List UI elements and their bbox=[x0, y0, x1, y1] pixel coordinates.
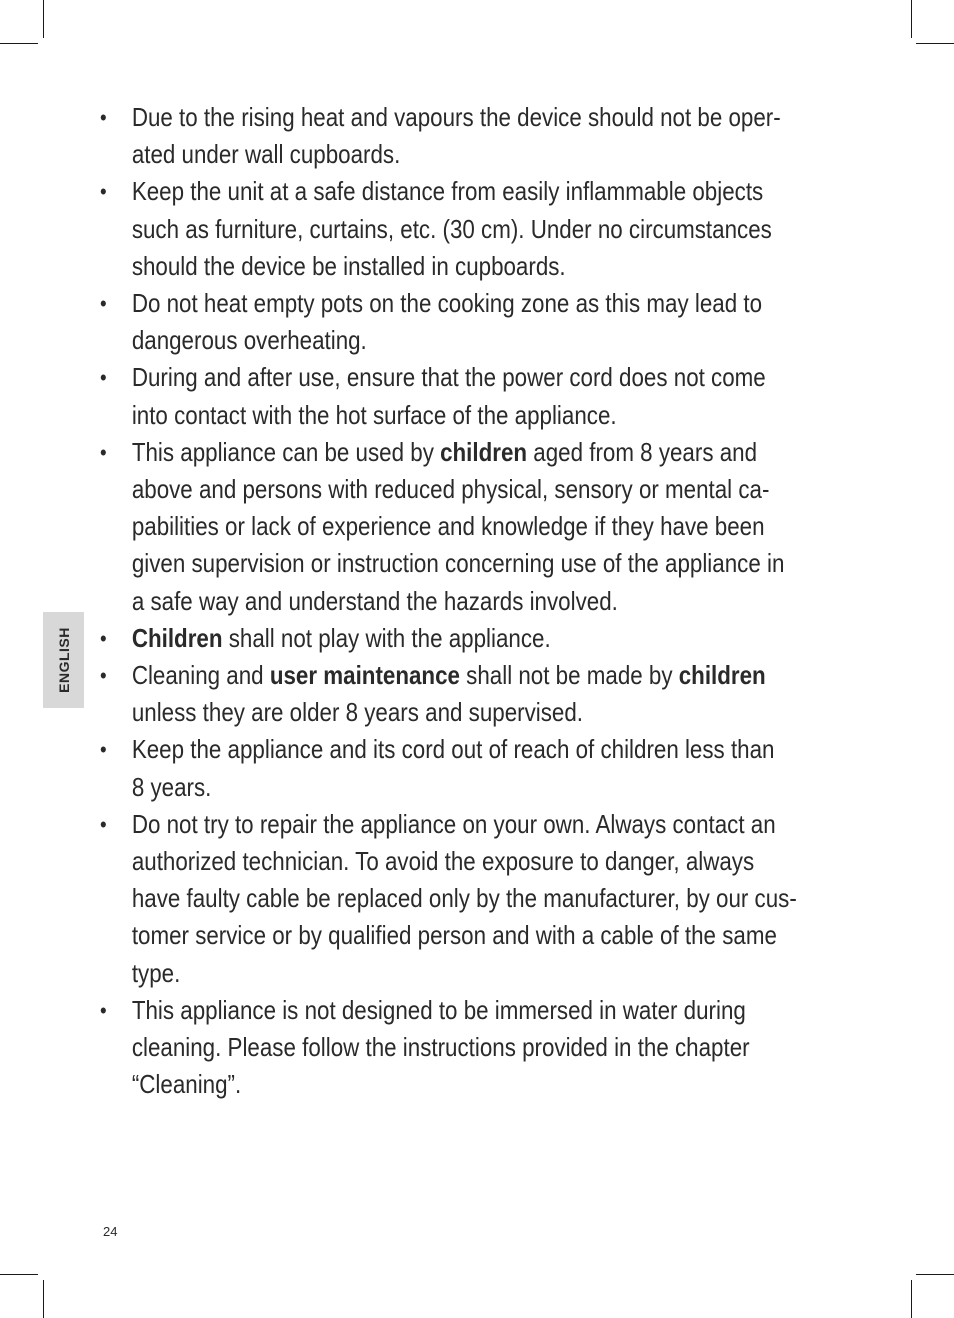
bullet-item bbox=[100, 992, 884, 1104]
text-segment: cleaning. Please follow the instructions provided in the chapter bbox=[131, 1032, 750, 1063]
text-segment: dangerous overheating. bbox=[131, 325, 367, 356]
text-segment: unless they are older 8 years and supervised. bbox=[131, 697, 584, 728]
text-segment: This appliance is not designed to be immersed in water during bbox=[131, 994, 746, 1025]
text-segment: 8 years. bbox=[131, 771, 212, 802]
safety-bullet-list bbox=[100, 99, 860, 1103]
bullet-item bbox=[100, 620, 884, 657]
emphasized-term: children bbox=[678, 660, 766, 691]
bullet-text-line bbox=[132, 657, 885, 694]
bullet-text-line bbox=[132, 806, 885, 843]
crop-mark bbox=[911, 1280, 912, 1318]
bullet-item bbox=[100, 99, 884, 173]
crop-mark bbox=[43, 0, 44, 38]
bullet-point: • bbox=[100, 439, 107, 465]
bullet-text-line bbox=[132, 136, 885, 173]
crop-mark bbox=[916, 43, 954, 44]
bullet-point: • bbox=[100, 811, 107, 837]
bullet-text-line bbox=[132, 285, 885, 322]
bullet-point: • bbox=[100, 105, 107, 130]
bullet-point: • bbox=[100, 737, 107, 763]
text-segment: a safe way and understand the hazards involved. bbox=[131, 585, 618, 616]
bullet-point: • bbox=[100, 365, 107, 391]
bullet-text-line bbox=[132, 583, 885, 620]
bullet-text-line bbox=[132, 1066, 885, 1103]
bullet-text-line bbox=[132, 322, 885, 359]
bullet-point: • bbox=[100, 625, 107, 651]
emphasized-term: children bbox=[440, 436, 528, 467]
text-segment: tomer service or by qualified person and with a cable of the same bbox=[131, 920, 777, 951]
language-tab-label: ENGLISH bbox=[55, 627, 72, 693]
bullet-text-line bbox=[132, 508, 885, 545]
bullet-point: • bbox=[100, 179, 107, 205]
bullet-text-line bbox=[132, 917, 885, 954]
bullet-item bbox=[100, 657, 884, 731]
bullet-item bbox=[100, 434, 884, 620]
bullet-text-line bbox=[132, 359, 885, 396]
page-number: 24 bbox=[103, 1224, 118, 1239]
text-segment: pabilities or lack of experience and knowledge if they have been bbox=[131, 511, 765, 542]
text-segment: aged from 8 years and bbox=[527, 436, 758, 467]
bullet-text-line bbox=[132, 992, 885, 1029]
bullet-text-line bbox=[132, 880, 885, 917]
bullet-text-line bbox=[132, 843, 885, 880]
bullet-text-line bbox=[132, 620, 885, 657]
text-segment: type. bbox=[131, 957, 181, 988]
bullet-point: • bbox=[100, 997, 107, 1023]
bullet-text-line bbox=[132, 99, 885, 136]
bullet-text-line bbox=[132, 955, 885, 992]
crop-mark bbox=[0, 1274, 38, 1275]
text-segment: shall not be made by bbox=[459, 660, 679, 691]
bullet-item bbox=[100, 731, 884, 805]
bullet-item bbox=[100, 806, 884, 992]
bullet-item bbox=[100, 285, 884, 359]
crop-mark bbox=[0, 43, 38, 44]
bullet-text-line bbox=[132, 211, 885, 248]
bullet-text-line bbox=[132, 173, 885, 210]
language-tab bbox=[43, 612, 84, 708]
crop-mark bbox=[916, 1274, 954, 1275]
text-segment: Do not heat empty pots on the cooking zone as this may lead to bbox=[131, 288, 763, 319]
text-segment: During and after use, ensure that the power cord does not come bbox=[131, 362, 766, 393]
bullet-point: • bbox=[100, 291, 107, 317]
text-segment: Do not try to repair the appliance on your own. Always contact an bbox=[131, 808, 776, 839]
text-segment: This appliance can be used by bbox=[131, 436, 441, 467]
text-segment: Due to the rising heat and vapours the device should not be oper- bbox=[131, 102, 781, 132]
bullet-item bbox=[100, 359, 884, 433]
bullet-text-line bbox=[132, 1029, 885, 1066]
bullet-point: • bbox=[100, 663, 107, 689]
bullet-text-line bbox=[132, 434, 885, 471]
text-segment: Keep the appliance and its cord out of reach of children less than bbox=[131, 734, 775, 765]
text-segment: ated under wall cupboards. bbox=[131, 139, 401, 170]
text-segment: should the device be installed in cupboards. bbox=[131, 250, 566, 281]
emphasized-term: user maintenance bbox=[269, 660, 460, 691]
bullet-text-line bbox=[132, 545, 885, 582]
text-segment: into contact with the hot surface of the appliance. bbox=[131, 399, 617, 430]
text-segment: authorized technician. To avoid the exposure to danger, always bbox=[131, 846, 755, 877]
text-segment: Cleaning and bbox=[131, 660, 270, 691]
text-segment: have faulty cable be replaced only by the manufacturer, by our cus- bbox=[131, 883, 797, 914]
text-segment: above and persons with reduced physical, sensory or mental ca- bbox=[131, 474, 770, 505]
bullet-text-line bbox=[132, 769, 885, 806]
text-segment: such as furniture, curtains, etc. (30 cm). Under no circumstances bbox=[131, 213, 772, 244]
text-segment: given supervision or instruction concerning use of the appliance in bbox=[131, 548, 785, 579]
text-segment: Keep the unit at a safe distance from easily inflammable objects bbox=[131, 176, 764, 207]
emphasized-term: Children bbox=[131, 622, 223, 653]
bullet-text-line bbox=[132, 471, 885, 508]
safety-instructions bbox=[100, 99, 860, 1103]
bullet-text-line bbox=[132, 397, 885, 434]
crop-mark bbox=[43, 1280, 44, 1318]
bullet-text-line bbox=[132, 248, 885, 285]
text-segment: shall not play with the appliance. bbox=[222, 622, 551, 653]
bullet-item bbox=[100, 173, 884, 285]
bullet-text-line bbox=[132, 731, 885, 768]
crop-mark bbox=[911, 0, 912, 38]
bullet-text-line bbox=[132, 694, 885, 731]
text-segment: “Cleaning”. bbox=[131, 1069, 242, 1100]
